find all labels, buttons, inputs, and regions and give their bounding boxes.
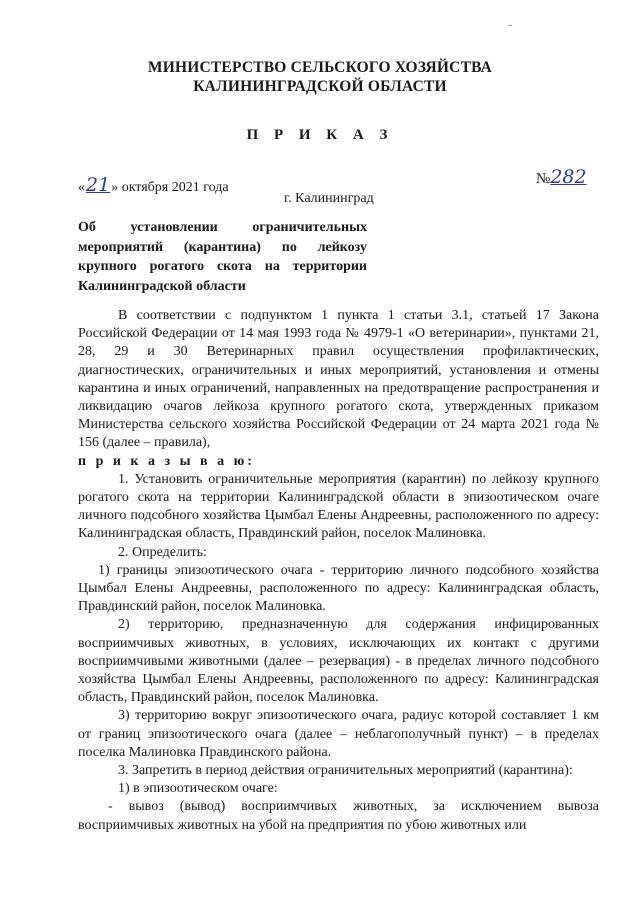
order-date (78, 174, 229, 196)
ministry-line-2: КАЛИНИНГРАДСКОЙ ОБЛАСТИ (193, 78, 447, 95)
item-2-1: 1) границы эпизоотического очага - территорию личного подсобного хозяйства Цымбал Елены Андреевны, расположенного по адресу: Калининградская область, Правдинский район, поселок Малиновка. (78, 562, 599, 615)
order-body (78, 307, 599, 835)
order-title: П Р И К А З (246, 127, 394, 143)
item-2-3: 3) территорию вокруг эпизоотического очага, радиус которой составляет 1 км от границ эпизоотического очага (далее – неблагополучный пункт) – в пределах поселка Малиновка Правдинского района. (78, 708, 599, 760)
ministry-header (0, 58, 640, 96)
item-3: 3. Запретить в период действия ограничительных мероприятий (карантина): (118, 763, 573, 779)
date-day-handwritten: 21 (86, 174, 111, 196)
ministry-line-1: МИНИСТЕРСТВО СЕЛЬСКОГО ХОЗЯЙСТВА (147, 59, 493, 76)
item-2: 2. Определить: (118, 544, 207, 560)
order-word: п р и к а з ы в а ю: (78, 453, 255, 469)
item-3-1: 1) в эпизоотическом очаге: (118, 781, 278, 797)
number-prefix: № (536, 171, 551, 187)
preamble: В соответствии с подпунктом 1 пункта 1 статьи 3.1, статьей 17 Закона Российской Федерации от 14 мая 1993 года № 4979-1 «О ветеринарии», пунктами 21, 28, 29 и 30 Ветеринарных правил осуществления профилактических, диагностических, ограничительных и иных мероприятий, установления и отмены карантина и иных ограничений, направленных на предотвращение распространения и ликвидацию очагов лейкоза крупного рогатого скота, утвержденных приказом Министерства сельского хозяйства Российской Федерации от 24 марта 2021 года № 156 (далее – правила), (78, 308, 599, 451)
item-2-2: 2) территорию, предназначенную для содержания инфицированных восприимчивых животных, в условиях, исключающих их контакт с другими восприимчивыми животными (далее – резервация) - в пределах личного подсобного хозяйства Цымбал Елены Андреевны, расположенного по адресу: Калининградская область, Правдинский район, поселок Малиновка. (78, 617, 599, 706)
date-prefix: « (78, 180, 85, 195)
date-suffix: » октября 2021 года (111, 180, 229, 195)
scan-mark (508, 25, 512, 26)
item-3-1-a: - вывоз (вывод) восприимчивых животных, за исключением вывоза восприимчивых животных на убой на предприятия по убою животных или (78, 799, 599, 833)
order-subject: Об установлении ограничительных мероприятий (карантина) по лейкозу крупного рогатого скота на территории Калининградской области (78, 220, 367, 294)
city: г. Калининград (284, 191, 374, 206)
order-number (536, 166, 587, 188)
number-value-handwritten: 282 (550, 166, 587, 188)
item-1: 1. Установить ограничительные мероприятия (карантин) по лейкозу крупного рогатого скота на территории Калининградской области в эпизоотическом очаге личного подсобного хозяйства Цымбал Елены Андреевны, расположенного по адресу: Калининградская область, Правдинский район, поселок Малиновка. (78, 471, 599, 542)
